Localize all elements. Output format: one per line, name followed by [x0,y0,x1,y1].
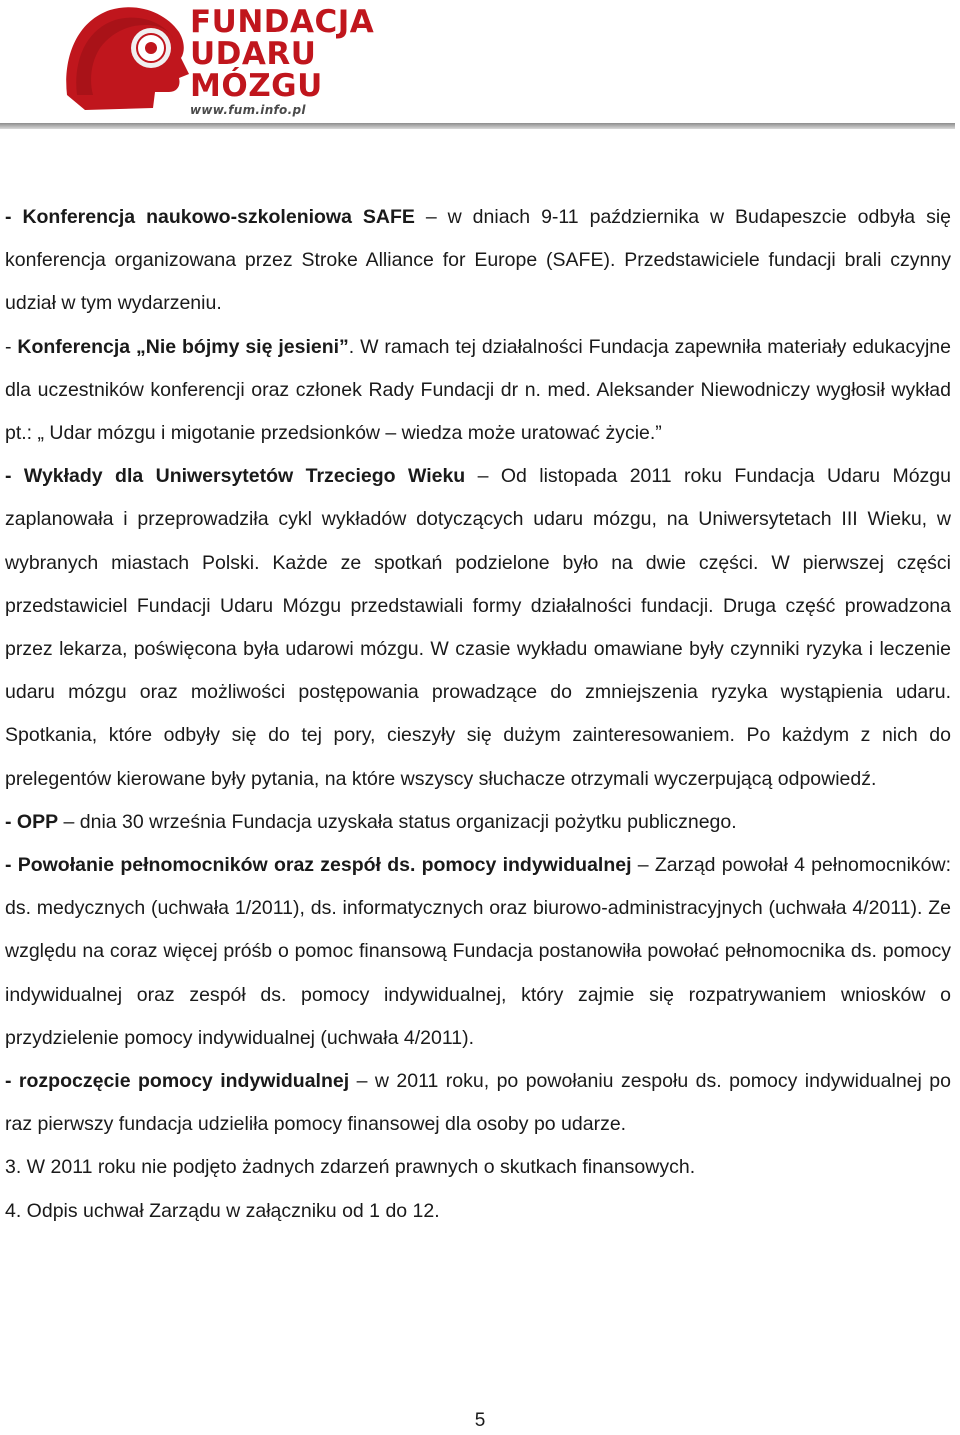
header-divider [0,123,955,129]
foundation-logo [55,0,375,120]
paragraph-heading: - rozpoczęcie pomocy indywidualnej [5,1070,350,1093]
paragraph-university-lectures [5,455,951,801]
paragraph-heading: - OPP [5,810,59,833]
document-body [5,196,951,1233]
paragraph-text: – Zarząd powołał 4 pełnomocników: ds. medycznych (uchwała 1/2011), ds. informatycznych oraz biurowo-administracyjnych (uchwała 4/2011). Ze względu na coraz więcej próśb o pomoc finansową Fundacja postanowiła powołać pełnomocnika ds. pomocy indywidualnej oraz zespół ds. pomocy indywidualnej, który zajmie się rozpatrywaniem wniosków o przydzielenie pomocy indywidualnej (uchwała 4/2011). [5,854,952,1049]
head-profile-icon [55,0,195,115]
paragraph-heading: - Konferencja naukowo-szkoleniowa SAFE [5,206,415,228]
paragraph-heading: - Powołanie pełnomocników oraz zespół ds. pomocy indywidualnej [5,854,632,877]
paragraph-text: – w dniach 9-11 października w Budapeszcie odbyła się konferencja organizowana przez Stroke Alliance for Europe (SAFE). Przedstawiciele fundacji brali czynny udział w tym wydarzeniu. [5,206,951,315]
logo-line-2: UDARU [190,36,317,72]
paragraph-prefix: - [5,335,18,358]
paragraph-safe-conference [5,196,951,326]
paragraph-text: – dnia 30 września Fundacja uzyskała status organizacji pożytku publicznego. [58,810,737,833]
logo-url: www.fum.info.pl [190,103,306,117]
paragraph-text: – Od listopada 2011 roku Fundacja Udaru Mózgu zaplanowała i przeprowadziła cykl wykładów dotyczących udaru mózgu, na Uniwersytetach III Wieku, w wybranych miastach Polski. Każde ze spotkań podzielone było na dwie części. W pierwszej części przedstawiciel Fundacji Udaru Mózgu przedstawiali formy działalności fundacji. Druga część prowadzona przez lekarza, poświęcona była udarowi mózgu. W czasie wykładu omawiane były czynniki ryzyka i leczenie udaru mózgu oraz możliwości postępowania prowadzące do zmniejszenia ryzyka wystąpienia udaru. Spotkania, które odbyły się do tej pory, cieszyły się dużym zainteresowaniem. Po każdym z nich do prelegentów kierowane były pytania, na które wszyscy słuchacze otrzymali wyczerpującą odpowiedź. [5,465,951,790]
paragraph-text: . W ramach tej działalności Fundacja zapewniła materiały edukacyjne dla uczestników konferencji oraz członek Rady Fundacji dr n. med. Aleksander Niewodniczy wygłosił wykład pt.: „ Udar mózgu i migotanie przedsionków – wiedza może uratować życie.” [5,335,951,445]
paragraph-heading: Konferencja „Nie bójmy się jesieni” [17,335,349,358]
logo-line-1: FUNDACJA [190,4,375,40]
paragraph-individual-aid [5,1060,951,1146]
paragraph-point-3: 3. W 2011 roku nie podjęto żadnych zdarzeń prawnych o skutkach finansowych. [5,1156,696,1179]
paragraph-heading: - Wykłady dla Uniwersytetów Trzeciego Wieku [5,465,466,488]
logo-wordmark [190,6,430,116]
paragraph-plenipotentiaries [5,844,951,1060]
page-header [0,0,960,130]
paragraph-opp-status [5,801,951,844]
paragraph-autumn-conference [5,326,951,456]
logo-line-3: MÓZGU [190,68,323,104]
paragraph-text: – w 2011 roku, po powołaniu zespołu ds. pomocy indywidualnej po raz pierwszy fundacja udzieliła pomocy finansowej dla osoby po udarze. [5,1070,951,1136]
page-number: 5 [474,1410,486,1431]
paragraph-point-4: 4. Odpis uchwał Zarządu w załączniku od 1 do 12. [5,1199,440,1222]
